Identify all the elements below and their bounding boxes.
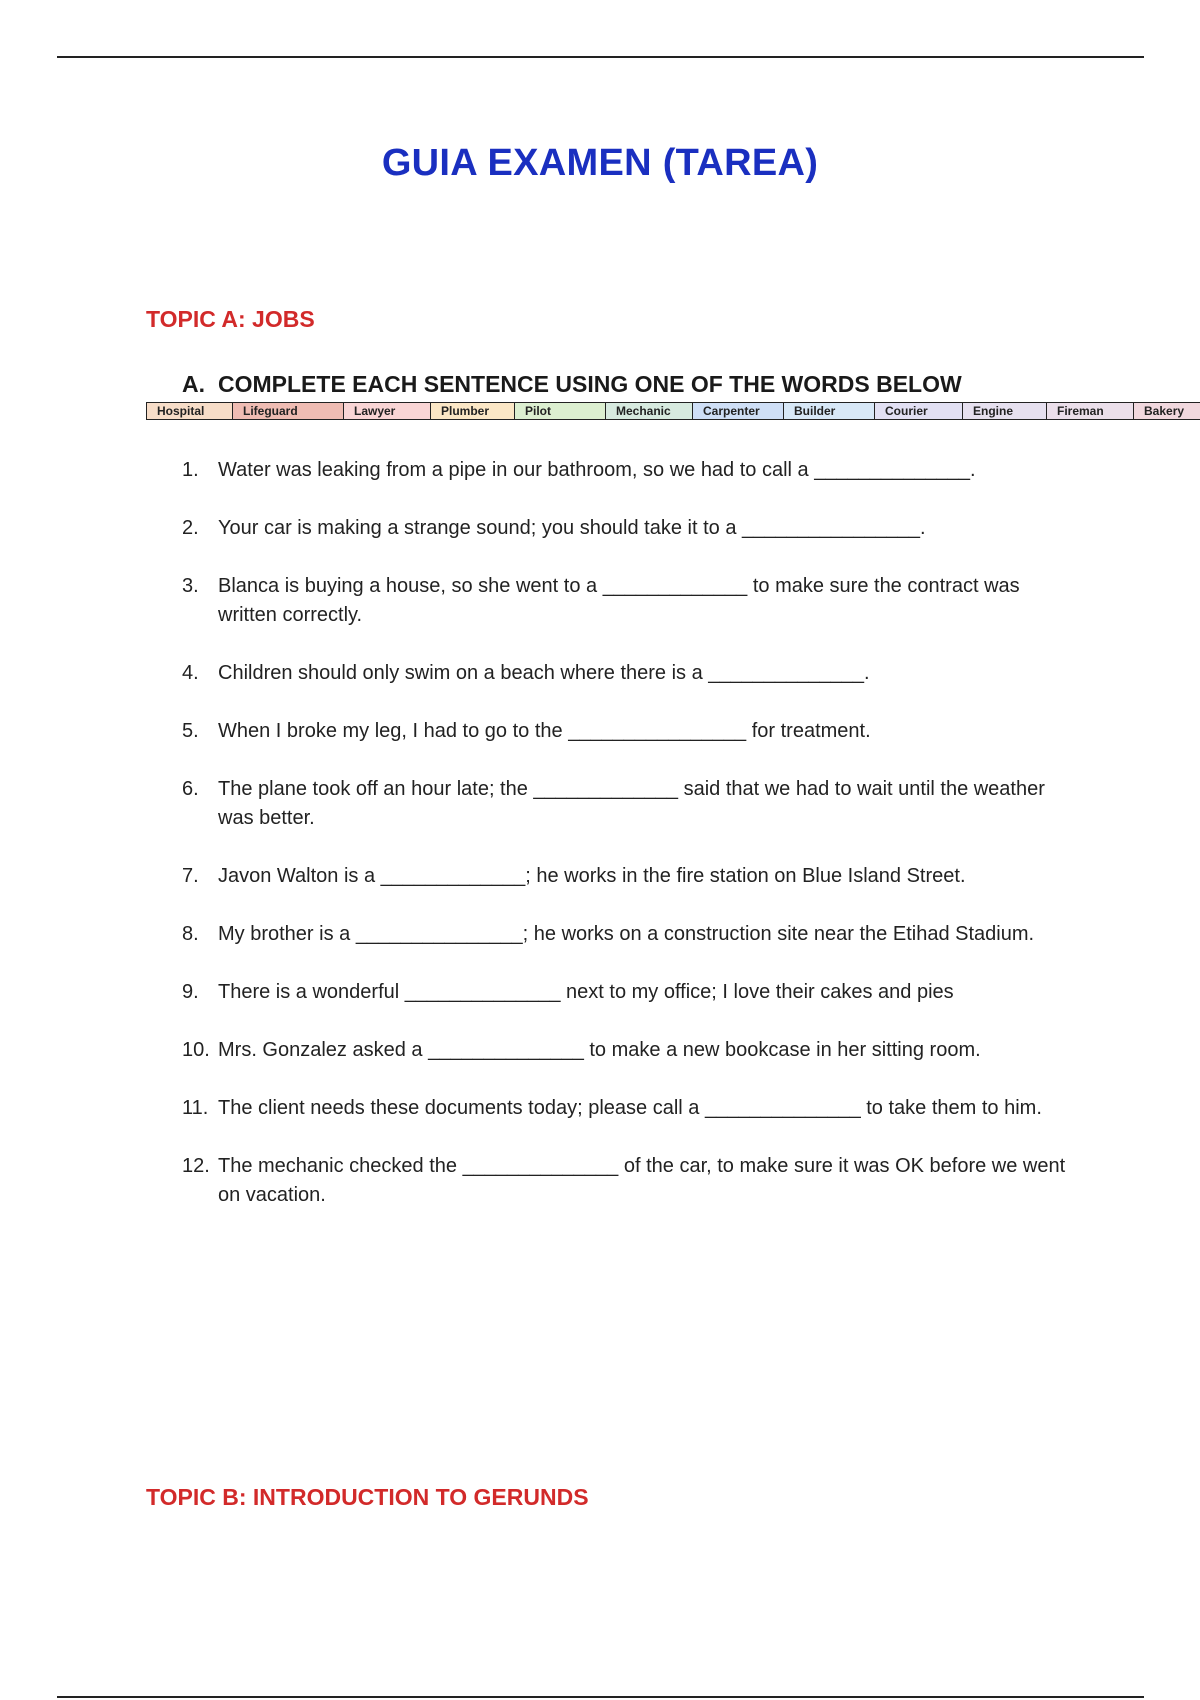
question-item (182, 572, 1082, 630)
word-bank (146, 402, 1200, 420)
question-text: The client needs these documents today; please call a ______________ to take them to him. (218, 1097, 1042, 1119)
word-bank-item: Mechanic (606, 403, 693, 419)
question-item (182, 1094, 1082, 1123)
question-number: 8. (182, 923, 199, 945)
question-number: 5. (182, 720, 199, 742)
word-bank-item: Lifeguard (233, 403, 344, 419)
question-item (182, 717, 1082, 746)
question-text: Blanca is buying a house, so she went to a _____________ to make sure the contract was written correctly. (218, 575, 1020, 626)
question-number: 12. (182, 1155, 210, 1177)
word-bank-item: Builder (784, 403, 875, 419)
question-number: 11. (182, 1097, 209, 1119)
question-item (182, 978, 1082, 1007)
question-number: 10. (182, 1039, 210, 1061)
instruction-heading (182, 371, 962, 398)
topic-a-heading: TOPIC A: JOBS (146, 306, 315, 332)
question-text: The mechanic checked the ______________ of the car, to make sure it was OK before we went on vacation. (218, 1155, 1066, 1206)
bottom-rule (57, 1696, 1144, 1698)
question-number: 3. (182, 575, 199, 597)
word-bank-item: Lawyer (344, 403, 431, 419)
question-text: Children should only swim on a beach where there is a ______________. (218, 662, 870, 684)
question-number: 2. (182, 517, 199, 539)
instruction-text: COMPLETE EACH SENTENCE USING ONE OF THE WORDS BELOW (218, 371, 962, 397)
question-item (182, 862, 1082, 891)
question-text: My brother is a _______________; he works on a construction site near the Etihad Stadium. (218, 923, 1035, 945)
word-bank-item: Bakery (1134, 403, 1200, 419)
question-item (182, 920, 1082, 949)
word-bank-item: Plumber (431, 403, 515, 419)
word-bank-item: Engine (963, 403, 1047, 419)
question-number: 6. (182, 778, 199, 800)
question-number: 9. (182, 981, 199, 1003)
question-text: The plane took off an hour late; the _____________ said that we had to wait until the weather was better. (218, 778, 1045, 829)
page-title: GUIA EXAMEN (TAREA) (381, 142, 819, 184)
question-text: Your car is making a strange sound; you should take it to a ________________. (218, 517, 926, 539)
instruction-letter: A. (182, 371, 205, 397)
question-list (182, 456, 1082, 1239)
question-text: Water was leaking from a pipe in our bathroom, so we had to call a ______________. (218, 459, 976, 481)
question-item (182, 456, 1082, 485)
question-item (182, 775, 1082, 833)
question-number: 1. (182, 459, 199, 481)
question-item (182, 514, 1082, 543)
question-text: When I broke my leg, I had to go to the ________________ for treatment. (218, 720, 871, 742)
topic-b-heading: TOPIC B: INTRODUCTION TO GERUNDS (146, 1484, 589, 1510)
word-bank-item: Courier (875, 403, 963, 419)
question-item (182, 659, 1082, 688)
top-rule (57, 56, 1144, 58)
question-item (182, 1152, 1082, 1210)
question-text: There is a wonderful ______________ next to my office; I love their cakes and pies (218, 981, 954, 1003)
question-number: 4. (182, 662, 199, 684)
question-item (182, 1036, 1082, 1065)
question-text: Mrs. Gonzalez asked a ______________ to make a new bookcase in her sitting room. (218, 1039, 981, 1061)
word-bank-item: Hospital (147, 403, 233, 419)
word-bank-item: Fireman (1047, 403, 1134, 419)
word-bank-item: Carpenter (693, 403, 784, 419)
question-text: Javon Walton is a _____________; he works in the fire station on Blue Island Street. (218, 865, 966, 887)
question-number: 7. (182, 865, 199, 887)
word-bank-item: Pilot (515, 403, 606, 419)
